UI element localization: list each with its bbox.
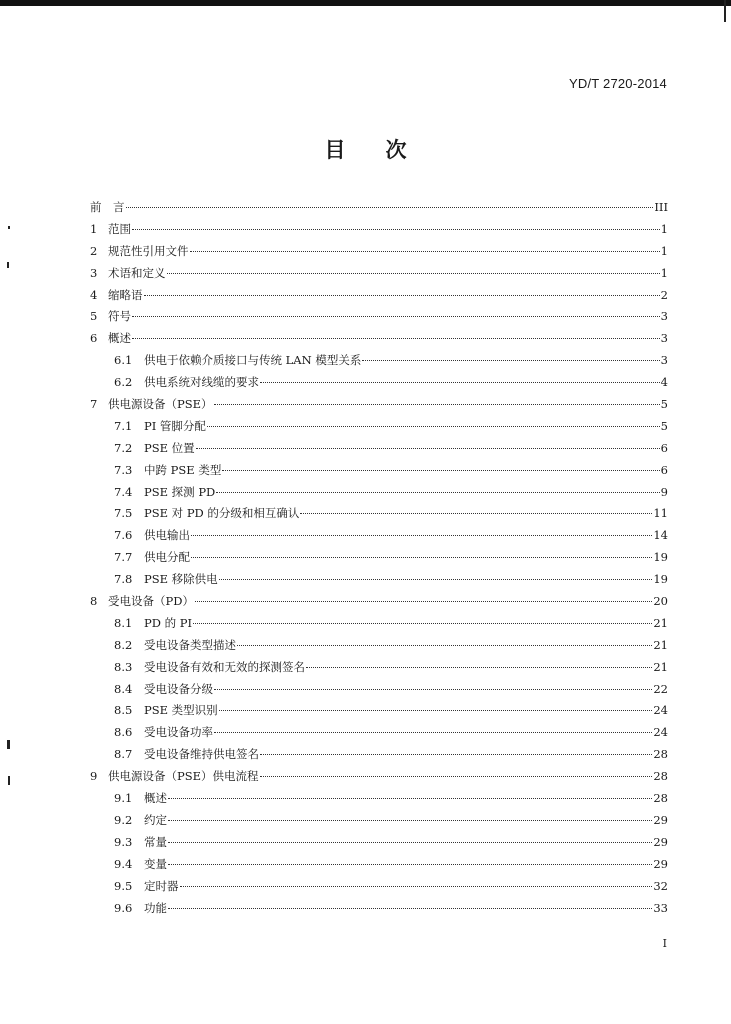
toc-entry-title: 概述 bbox=[108, 331, 131, 346]
scan-mark bbox=[7, 262, 9, 268]
toc-leader-dots bbox=[168, 907, 652, 909]
toc-entry-number: 7.4 bbox=[114, 484, 133, 499]
toc-entry-number: 9.5 bbox=[114, 878, 133, 893]
toc-entry-page: 3 bbox=[660, 309, 668, 324]
toc-entry-page: 1 bbox=[660, 243, 668, 258]
toc-entry-number: 8 bbox=[90, 594, 98, 609]
toc-entry-number: 9.4 bbox=[114, 856, 133, 871]
toc-leader-dots bbox=[168, 819, 652, 821]
toc-leader-dots bbox=[306, 666, 652, 668]
toc-leader-dots bbox=[222, 469, 659, 471]
toc-entry-page: 6 bbox=[660, 440, 668, 455]
toc-leader-dots bbox=[132, 228, 660, 230]
toc-entry[interactable] bbox=[90, 484, 668, 506]
toc-entry-page: 3 bbox=[660, 331, 668, 346]
toc-entry[interactable] bbox=[90, 549, 668, 571]
toc-entry-page: 11 bbox=[653, 506, 668, 521]
toc-entry-number: 7.1 bbox=[114, 418, 133, 433]
toc-entry-page: 6 bbox=[660, 462, 668, 477]
toc-leader-dots bbox=[132, 337, 660, 339]
toc-entry[interactable] bbox=[90, 878, 668, 900]
toc-entry-title: 供电分配 bbox=[144, 550, 190, 565]
toc-entry[interactable] bbox=[90, 462, 668, 484]
toc-entry-title: PSE 探测 PD bbox=[144, 484, 216, 499]
toc-entry[interactable] bbox=[90, 308, 668, 330]
toc-entry[interactable] bbox=[90, 221, 668, 243]
toc-entry-page: 9 bbox=[660, 484, 668, 499]
toc-entry-number: 7.3 bbox=[114, 462, 133, 477]
toc-entry-number: 7.7 bbox=[114, 550, 133, 565]
toc-entry-title: 受电设备类型描述 bbox=[144, 637, 236, 652]
toc-entry-title: 范围 bbox=[108, 221, 131, 236]
toc-entry-page: 33 bbox=[653, 900, 668, 915]
toc-leader-dots bbox=[168, 841, 652, 843]
toc-entry[interactable] bbox=[90, 659, 668, 681]
toc-entry[interactable] bbox=[90, 287, 668, 309]
toc-entry-page: 28 bbox=[653, 769, 668, 784]
toc-entry-title: 常量 bbox=[144, 834, 167, 849]
toc-entry-number: 5 bbox=[90, 309, 98, 324]
toc-entry-number: 9.3 bbox=[114, 834, 133, 849]
toc-leader-dots bbox=[168, 797, 652, 799]
toc-entry-title: 定时器 bbox=[144, 878, 179, 893]
toc-entry-title: 受电设备功率 bbox=[144, 725, 213, 740]
toc-entry[interactable] bbox=[90, 900, 668, 922]
toc-entry-page: 21 bbox=[653, 659, 668, 674]
toc-entry-title: 受电设备分级 bbox=[144, 681, 213, 696]
toc-entry-title: 供电于依赖介质接口与传统 LAN 模型关系 bbox=[144, 353, 362, 368]
toc-entry-page: 1 bbox=[660, 221, 668, 236]
toc-entry-page: 1 bbox=[660, 265, 668, 280]
toc-entry-number: 7.5 bbox=[114, 506, 133, 521]
toc-entry-page: 29 bbox=[653, 856, 668, 871]
toc-entry-title: 缩略语 bbox=[108, 287, 143, 302]
scan-mark bbox=[7, 740, 10, 749]
toc-entry[interactable] bbox=[90, 681, 668, 703]
toc-entry-number: 3 bbox=[90, 265, 98, 280]
toc-leader-dots bbox=[132, 315, 660, 317]
toc-entry[interactable] bbox=[90, 505, 668, 527]
toc-entry-number: 9 bbox=[90, 769, 98, 784]
toc-entry-page: 21 bbox=[653, 637, 668, 652]
toc-entry-page: 2 bbox=[660, 287, 668, 302]
toc-entry-title: PSE 类型识别 bbox=[144, 703, 218, 718]
toc-entry-number: 9.1 bbox=[114, 791, 133, 806]
toc-entry[interactable] bbox=[90, 834, 668, 856]
toc-entry[interactable] bbox=[90, 702, 668, 724]
toc-entry-title: PI 管脚分配 bbox=[144, 418, 206, 433]
toc-entry-number: 7 bbox=[90, 397, 98, 412]
toc-entry-number: 2 bbox=[90, 243, 98, 258]
toc-entry-title: 供电系统对线缆的要求 bbox=[144, 375, 259, 390]
toc-entry[interactable] bbox=[90, 374, 668, 396]
toc-entry-page: 22 bbox=[653, 681, 668, 696]
toc-entry-number: 8.3 bbox=[114, 659, 133, 674]
toc-entry-page: 29 bbox=[653, 812, 668, 827]
toc-entry[interactable] bbox=[90, 440, 668, 462]
toc-leader-dots bbox=[190, 250, 660, 252]
toc-entry-number: 7.6 bbox=[114, 528, 133, 543]
toc-entry-page: III bbox=[654, 200, 668, 214]
toc-entry-title: PSE 对 PD 的分级和相互确认 bbox=[144, 506, 300, 521]
toc-leader-dots bbox=[237, 644, 652, 646]
toc-entry-title: 术语和定义 bbox=[108, 265, 166, 280]
toc-entry-page: 3 bbox=[660, 353, 668, 368]
toc-leader-dots bbox=[167, 272, 660, 274]
title-char-1: 目 bbox=[324, 138, 346, 162]
toc-entry-title: PD 的 PI bbox=[144, 615, 193, 630]
toc-leader-dots bbox=[260, 775, 653, 777]
toc-entry-page: 20 bbox=[653, 594, 668, 609]
title-char-2: 次 bbox=[385, 138, 407, 162]
toc-entry-page: 28 bbox=[653, 791, 668, 806]
toc-entry-number: 6.1 bbox=[114, 353, 133, 368]
toc-entry[interactable] bbox=[90, 352, 668, 374]
toc-entry-number: 8.5 bbox=[114, 703, 133, 718]
scan-mark bbox=[8, 226, 10, 229]
toc-entry-number: 8.1 bbox=[114, 615, 133, 630]
toc-entry[interactable] bbox=[90, 199, 668, 221]
toc-entry-title: 前 言 bbox=[90, 200, 125, 214]
toc-entry-title: 约定 bbox=[144, 812, 167, 827]
toc-entry-page: 19 bbox=[653, 572, 668, 587]
toc-entry[interactable] bbox=[90, 418, 668, 440]
toc-leader-dots bbox=[144, 294, 660, 296]
toc-entry[interactable] bbox=[90, 790, 668, 812]
toc-leader-dots bbox=[260, 753, 652, 755]
toc-entry-page: 5 bbox=[660, 418, 668, 433]
scan-mark bbox=[724, 0, 726, 22]
document-code: YD/T 2720-2014 bbox=[569, 76, 667, 91]
toc-entry-title: 中跨 PSE 类型 bbox=[144, 462, 222, 477]
page-title bbox=[0, 134, 731, 164]
toc-entry-number: 6.2 bbox=[114, 375, 133, 390]
scan-top-border bbox=[0, 0, 731, 6]
toc-leader-dots bbox=[180, 885, 653, 887]
toc-leader-dots bbox=[219, 709, 653, 711]
toc-entry-title: 受电设备（PD） bbox=[108, 594, 194, 609]
toc-leader-dots bbox=[300, 512, 652, 514]
toc-entry-title: 规范性引用文件 bbox=[108, 243, 189, 258]
toc-entry[interactable] bbox=[90, 593, 668, 615]
toc-entry-number: 4 bbox=[90, 287, 98, 302]
toc-entry-page: 28 bbox=[653, 747, 668, 762]
toc-leader-dots bbox=[168, 863, 652, 865]
toc-leader-dots bbox=[126, 206, 654, 208]
toc-leader-dots bbox=[191, 556, 652, 558]
toc-entry-title: 供电源设备（PSE）供电流程 bbox=[108, 769, 259, 784]
table-of-contents bbox=[90, 199, 668, 921]
toc-entry-number: 8.7 bbox=[114, 747, 133, 762]
toc-entry-page: 4 bbox=[660, 375, 668, 390]
toc-entry[interactable] bbox=[90, 615, 668, 637]
toc-entry-title: 供电输出 bbox=[144, 528, 190, 543]
toc-entry[interactable] bbox=[90, 396, 668, 418]
toc-entry-title: 功能 bbox=[144, 900, 167, 915]
toc-entry-number: 7.2 bbox=[114, 440, 133, 455]
toc-leader-dots bbox=[214, 731, 652, 733]
toc-entry-number: 8.4 bbox=[114, 681, 133, 696]
toc-leader-dots bbox=[216, 491, 659, 493]
toc-leader-dots bbox=[196, 447, 660, 449]
toc-entry-title: 符号 bbox=[108, 309, 131, 324]
scan-mark bbox=[8, 776, 10, 785]
toc-entry[interactable] bbox=[90, 265, 668, 287]
toc-entry[interactable] bbox=[90, 330, 668, 352]
toc-entry-page: 21 bbox=[653, 615, 668, 630]
toc-entry-page: 32 bbox=[653, 878, 668, 893]
toc-entry[interactable] bbox=[90, 768, 668, 790]
toc-leader-dots bbox=[191, 534, 652, 536]
toc-leader-dots bbox=[214, 688, 652, 690]
toc-entry[interactable] bbox=[90, 637, 668, 659]
toc-entry-page: 19 bbox=[653, 550, 668, 565]
toc-entry-number: 8.6 bbox=[114, 725, 133, 740]
toc-entry-page: 5 bbox=[660, 397, 668, 412]
toc-entry-title: PSE 位置 bbox=[144, 440, 195, 455]
toc-entry-title: 供电源设备（PSE） bbox=[108, 397, 213, 412]
toc-leader-dots bbox=[260, 381, 660, 383]
toc-entry-page: 29 bbox=[653, 834, 668, 849]
toc-entry-number: 9.6 bbox=[114, 900, 133, 915]
toc-entry-number: 1 bbox=[90, 221, 98, 236]
toc-entry[interactable] bbox=[90, 724, 668, 746]
toc-leader-dots bbox=[193, 622, 652, 624]
toc-entry-number: 7.8 bbox=[114, 572, 133, 587]
toc-entry-title: 受电设备维持供电签名 bbox=[144, 747, 259, 762]
toc-entry-title: PSE 移除供电 bbox=[144, 572, 218, 587]
toc-entry-page: 14 bbox=[653, 528, 668, 543]
toc-entry[interactable] bbox=[90, 812, 668, 834]
toc-entry-number: 6 bbox=[90, 331, 98, 346]
toc-leader-dots bbox=[207, 425, 660, 427]
toc-entry-title: 变量 bbox=[144, 856, 167, 871]
toc-entry[interactable] bbox=[90, 746, 668, 768]
page-number: I bbox=[662, 937, 667, 950]
toc-leader-dots bbox=[195, 600, 652, 602]
toc-entry-number: 8.2 bbox=[114, 637, 133, 652]
toc-entry[interactable] bbox=[90, 856, 668, 878]
toc-entry-title: 受电设备有效和无效的探测签名 bbox=[144, 659, 305, 674]
toc-leader-dots bbox=[362, 359, 659, 361]
toc-leader-dots bbox=[219, 578, 653, 580]
toc-entry-number: 9.2 bbox=[114, 812, 133, 827]
toc-leader-dots bbox=[214, 403, 660, 405]
toc-entry-page: 24 bbox=[653, 725, 668, 740]
toc-entry-page: 24 bbox=[653, 703, 668, 718]
toc-entry[interactable] bbox=[90, 243, 668, 265]
toc-entry-title: 概述 bbox=[144, 791, 167, 806]
toc-entry[interactable] bbox=[90, 571, 668, 593]
toc-entry[interactable] bbox=[90, 527, 668, 549]
